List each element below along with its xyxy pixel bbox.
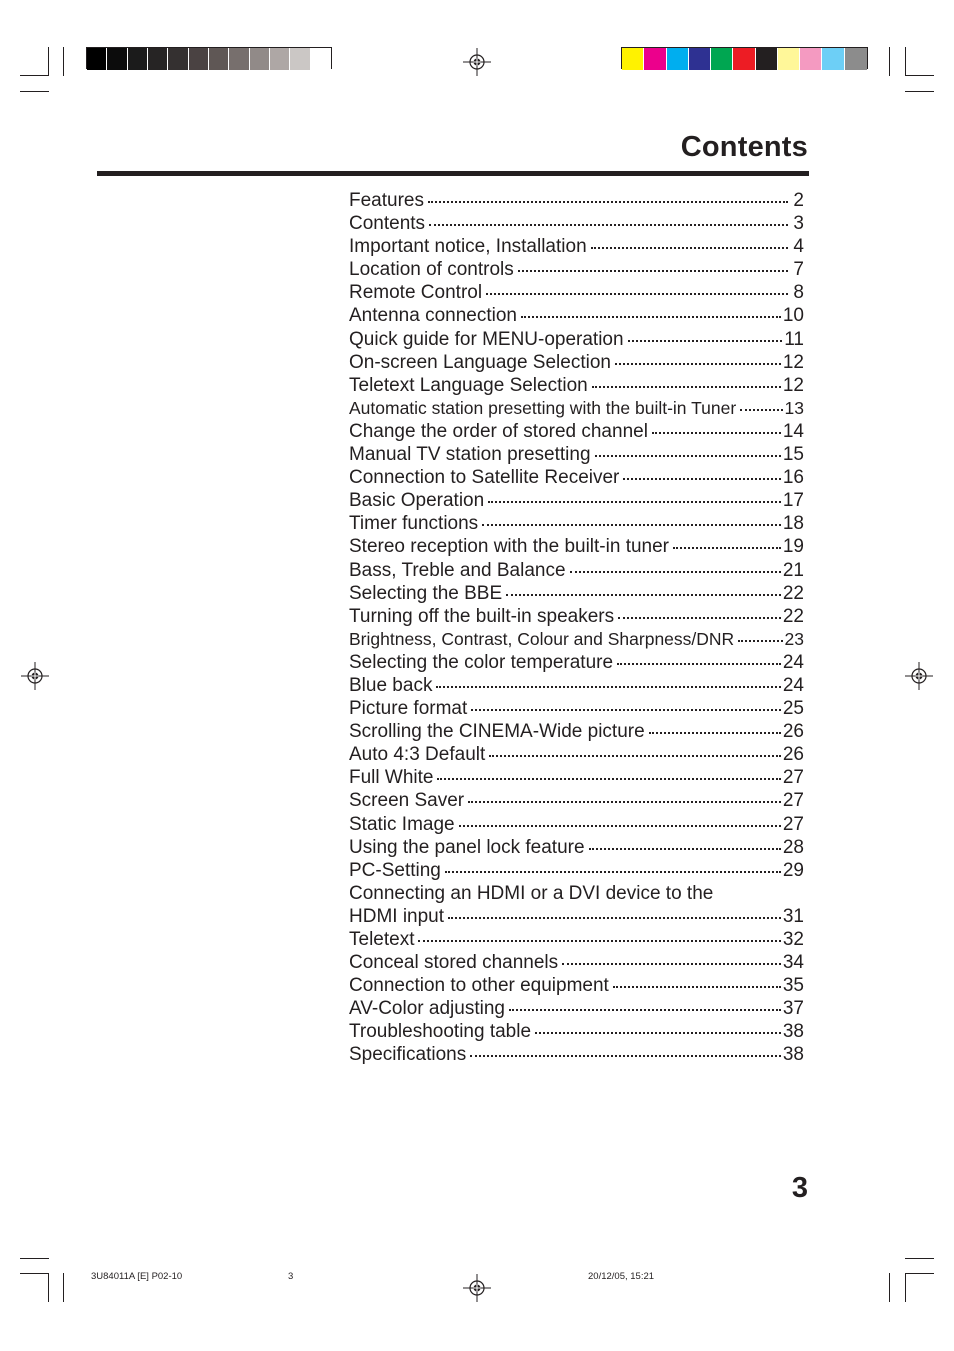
toc-entry [349, 328, 804, 351]
color-swatch [667, 48, 689, 70]
toc-entry-label: Blue back [349, 674, 433, 696]
toc-leader-dots [521, 316, 781, 318]
toc-leader-dots [459, 825, 781, 827]
toc-entry-page: 35 [782, 975, 804, 997]
toc-entry-label: Full White [349, 767, 434, 789]
toc-entry-page: 8 [793, 282, 804, 304]
toc-leader-dots [445, 871, 781, 873]
toc-leader-dots [649, 732, 781, 734]
toc-entry [349, 720, 804, 743]
toc-entry-label: Contents [349, 213, 426, 235]
crop-mark-icon [20, 1273, 49, 1274]
toc-entry-label: Brightness, Contrast, Colour and Sharpness/DNR [349, 628, 735, 649]
toc-entry [349, 258, 804, 281]
crop-mark-icon [905, 1273, 934, 1274]
toc-leader-dots [617, 663, 781, 665]
toc-entry-label: Connecting an HDMI or a DVI device to the [349, 882, 714, 904]
toc-entry [349, 535, 804, 558]
toc-entry-label: AV-Color adjusting [349, 998, 505, 1020]
toc-entry-page: 12 [782, 351, 804, 373]
crop-mark-icon [48, 1273, 49, 1302]
toc-entry-page: 10 [782, 305, 804, 327]
toc-entry-label: Quick guide for MENU-operation [349, 328, 624, 350]
toc-entry-label: Turning off the built-in speakers [349, 605, 615, 627]
toc-leader-dots [429, 224, 788, 226]
toc-entry [349, 189, 804, 212]
toc-entry [349, 905, 804, 928]
toc-entry [349, 743, 804, 766]
toc-entry-label: Change the order of stored channel [349, 420, 648, 442]
toc-leader-dots [591, 247, 788, 249]
color-swatch [822, 48, 844, 70]
footer-page: 3 [288, 1271, 294, 1282]
toc-entry-page: 37 [782, 998, 804, 1020]
toc-leader-dots [652, 432, 781, 434]
color-swatch [622, 48, 644, 70]
toc-entry-page: 19 [782, 536, 804, 558]
toc-entry [349, 466, 804, 489]
color-swatch [800, 48, 822, 70]
toc-entry-page: 28 [782, 836, 804, 858]
toc-entry-label: Stereo reception with the built-in tuner [349, 536, 670, 558]
toc-leader-dots [509, 1009, 781, 1011]
toc-leader-dots [623, 478, 780, 480]
toc-leader-dots [418, 940, 780, 942]
toc-entry [349, 397, 804, 420]
toc-entry [349, 212, 804, 235]
gray-swatch [189, 48, 209, 70]
gray-swatch [290, 48, 310, 70]
toc-leader-dots [486, 293, 788, 295]
toc-leader-dots [448, 917, 781, 919]
toc-entry [349, 351, 804, 374]
toc-entry [349, 974, 804, 997]
toc-entry-page: 34 [782, 952, 804, 974]
toc-entry-page: 38 [782, 1021, 804, 1043]
toc-entry-page: 29 [782, 859, 804, 881]
toc-entry [349, 512, 804, 535]
toc-leader-dots [436, 686, 780, 688]
toc-entry-label: Static Image [349, 813, 455, 835]
title-underline [97, 171, 809, 176]
gray-swatch [250, 48, 270, 70]
toc-entry-label: Selecting the color temperature [349, 651, 614, 673]
color-calibration-strip [621, 47, 868, 69]
toc-entry [349, 420, 804, 443]
toc-entry-label: Troubleshooting table [349, 1021, 532, 1043]
toc-leader-dots [595, 455, 781, 457]
toc-entry [349, 1020, 804, 1043]
toc-entry [349, 605, 804, 628]
page-number: 3 [791, 1172, 808, 1204]
toc-entry [349, 951, 804, 974]
toc-leader-dots [489, 755, 781, 757]
toc-entry [349, 304, 804, 327]
toc-entry [349, 443, 804, 466]
toc-entry-page: 13 [784, 397, 804, 418]
toc-entry-page: 4 [793, 236, 804, 258]
toc-leader-dots [589, 848, 781, 850]
toc-entry-page: 27 [782, 813, 804, 835]
crop-mark-icon [889, 1273, 890, 1302]
toc-entry-page: 22 [782, 605, 804, 627]
toc-leader-dots [738, 640, 782, 642]
gray-swatch [168, 48, 188, 70]
color-swatch [756, 48, 778, 70]
toc-entry-label: Screen Saver [349, 790, 465, 812]
footer-datetime: 20/12/05, 15:21 [588, 1271, 655, 1282]
toc-entry-page: 16 [782, 467, 804, 489]
toc-leader-dots [437, 778, 780, 780]
toc-entry-label: Basic Operation [349, 490, 485, 512]
toc-leader-dots [468, 801, 781, 803]
toc-entry-label: Connection to Satellite Receiver [349, 467, 620, 489]
crop-mark-icon [905, 1258, 934, 1259]
toc-entry-page: 3 [793, 213, 804, 235]
toc-entry-label: Connection to other equipment [349, 975, 609, 997]
toc-entry-label: Teletext Language Selection [349, 374, 588, 396]
page-title: Contents [680, 131, 808, 163]
toc-entry-page: 18 [782, 513, 804, 535]
toc-entry [349, 882, 804, 905]
toc-entry-page: 27 [782, 767, 804, 789]
toc-leader-dots [618, 617, 781, 619]
toc-entry [349, 489, 804, 512]
toc-leader-dots [488, 501, 781, 503]
gray-swatch [148, 48, 168, 70]
toc-entry-page: 7 [793, 259, 804, 281]
gray-swatch [270, 48, 290, 70]
toc-entry-page: 15 [782, 444, 804, 466]
gray-swatch [311, 48, 331, 70]
footer-doc-code: 3U84011A [E] P02-10 [91, 1271, 183, 1282]
toc-entry [349, 859, 804, 882]
toc-entry-label: Location of controls [349, 259, 514, 281]
toc-leader-dots [570, 571, 781, 573]
registration-mark-icon [462, 47, 492, 77]
toc-leader-dots [628, 340, 783, 342]
toc-entry [349, 836, 804, 859]
crop-mark-icon [63, 47, 64, 76]
toc-entry [349, 813, 804, 836]
toc-entry-label: Important notice, Installation [349, 236, 587, 258]
crop-mark-icon [889, 47, 890, 76]
toc-entry-label: Selecting the BBE [349, 582, 503, 604]
crop-mark-icon [20, 1258, 49, 1259]
gray-swatch [209, 48, 229, 70]
grayscale-calibration-strip [86, 47, 332, 69]
toc-entry-label: Remote Control [349, 282, 483, 304]
toc-entry-page: 31 [782, 905, 804, 927]
toc-entry [349, 628, 804, 651]
registration-mark-icon [20, 661, 50, 691]
toc-entry-page: 24 [782, 651, 804, 673]
toc-entry-page: 22 [782, 582, 804, 604]
toc-entry [349, 582, 804, 605]
toc-entry [349, 697, 804, 720]
crop-mark-icon [20, 91, 49, 92]
toc-entry-page: 11 [784, 328, 804, 350]
color-swatch [689, 48, 711, 70]
toc-leader-dots [592, 386, 781, 388]
gray-swatch [87, 48, 107, 70]
toc-leader-dots [428, 201, 788, 203]
toc-entry-label: Antenna connection [349, 305, 517, 327]
toc-entry-page: 23 [784, 628, 804, 649]
toc-entry-page: 2 [793, 190, 804, 211]
gray-swatch [229, 48, 249, 70]
toc-entry-label: Picture format [349, 698, 468, 720]
crop-mark-icon [905, 47, 906, 76]
toc-entry-page: 27 [782, 790, 804, 812]
toc-entry [349, 235, 804, 258]
toc-entry-page: 24 [782, 674, 804, 696]
color-swatch [711, 48, 733, 70]
toc-entry [349, 559, 804, 582]
registration-mark-icon [904, 661, 934, 691]
gray-swatch [128, 48, 148, 70]
toc-entry-label: Using the panel lock feature [349, 836, 585, 858]
color-swatch [733, 48, 755, 70]
color-swatch [644, 48, 666, 70]
toc-entry-page: 26 [782, 744, 804, 766]
color-swatch [778, 48, 800, 70]
crop-mark-icon [48, 47, 49, 76]
toc-entry-page: 38 [782, 1044, 804, 1066]
registration-mark-icon [462, 1273, 492, 1303]
toc-entry [349, 928, 804, 951]
toc-entry-label: Conceal stored channels [349, 952, 559, 974]
toc-leader-dots [740, 409, 782, 411]
color-swatch [845, 48, 867, 70]
toc-leader-dots [482, 524, 781, 526]
toc-leader-dots [615, 363, 781, 365]
toc-leader-dots [562, 963, 781, 965]
toc-entry-label: Timer functions [349, 513, 479, 535]
toc-entry [349, 1043, 804, 1066]
crop-mark-icon [905, 75, 934, 76]
toc-entry-page: 17 [782, 490, 804, 512]
toc-leader-dots [518, 270, 788, 272]
toc-entry-label: Scrolling the CINEMA-Wide picture [349, 721, 645, 743]
toc-leader-dots [673, 547, 781, 549]
toc-entry-label: PC-Setting [349, 859, 441, 881]
toc-entry-page: 21 [782, 559, 804, 581]
toc-entry [349, 674, 804, 697]
toc-entry-page: 25 [782, 698, 804, 720]
toc-leader-dots [613, 986, 781, 988]
toc-entry-label: Automatic station presetting with the built-in Tuner [349, 397, 737, 418]
table-of-contents [349, 189, 804, 1067]
toc-entry [349, 997, 804, 1020]
toc-entry [349, 651, 804, 674]
toc-entry-label: Manual TV station presetting [349, 444, 591, 466]
toc-entry [349, 766, 804, 789]
toc-entry-page: 26 [782, 721, 804, 743]
toc-entry-label: HDMI input [349, 905, 445, 927]
toc-leader-dots [471, 709, 781, 711]
toc-entry-label: Auto 4:3 Default [349, 744, 486, 766]
toc-leader-dots [506, 594, 781, 596]
toc-entry-label: Bass, Treble and Balance [349, 559, 566, 581]
toc-entry-page: 32 [782, 929, 804, 950]
crop-mark-icon [63, 1273, 64, 1302]
crop-mark-icon [905, 91, 934, 92]
toc-entry-page: 12 [782, 374, 804, 396]
toc-entry-label: Features [349, 190, 424, 211]
toc-entry-label: Teletext [349, 929, 415, 950]
toc-leader-dots [470, 1055, 781, 1057]
toc-entry-label: On-screen Language Selection [349, 351, 611, 373]
gray-swatch [107, 48, 127, 70]
toc-entry-label: Specifications [349, 1044, 467, 1066]
toc-entry [349, 281, 804, 304]
toc-leader-dots [535, 1032, 781, 1034]
crop-mark-icon [20, 75, 49, 76]
toc-entry [349, 374, 804, 397]
toc-entry [349, 789, 804, 812]
toc-entry-page: 14 [782, 420, 804, 442]
crop-mark-icon [905, 1273, 906, 1302]
